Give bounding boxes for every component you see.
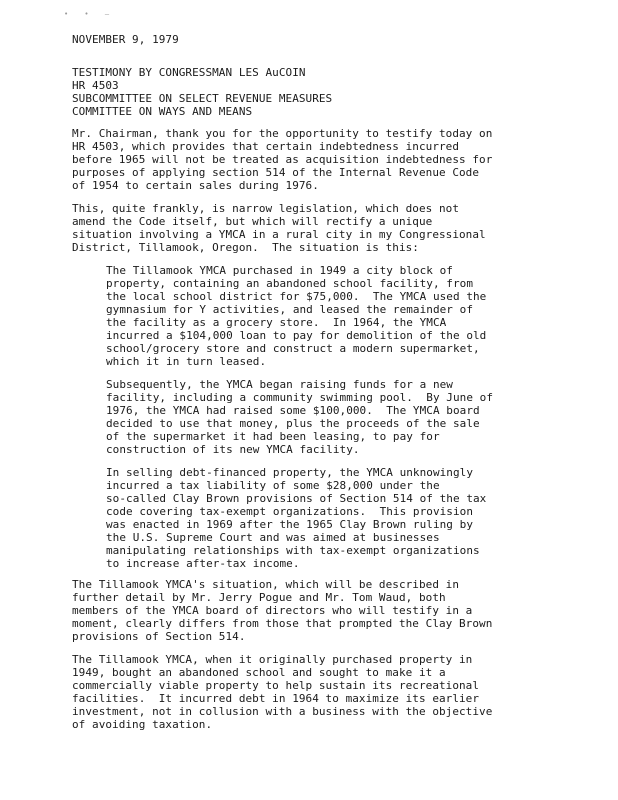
- paragraph-line: to increase after-tax income.: [106, 557, 300, 570]
- paragraph-line: Subsequently, the YMCA began raising funds for a new: [106, 378, 453, 391]
- paragraph-line: District, Tillamook, Oregon. The situation is this:: [72, 241, 419, 254]
- header-line: HR 4503: [72, 79, 119, 92]
- paragraph-line: 1949, bought an abandoned school and sought to make it a: [72, 666, 446, 679]
- paragraph-line: This, quite frankly, is narrow legislation, which does not: [72, 202, 460, 215]
- paragraph-line: purposes of applying section 514 of the Internal Revenue Code: [72, 166, 480, 179]
- paragraph-line: incurred a $104,000 loan to pay for demolition of the old: [106, 329, 487, 342]
- paragraph-line: In selling debt-financed property, the YMCA unknowingly: [106, 466, 473, 479]
- paragraph-line: situation involving a YMCA in a rural city in my Congressional: [72, 228, 486, 241]
- paragraph-line: the facility as a grocery store. In 1964, the YMCA: [106, 316, 447, 329]
- paragraph-line: amend the Code itself, but which will rectify a unique: [72, 215, 433, 228]
- paragraph-line: gymnasium for Y activities, and leased the remainder of: [106, 303, 473, 316]
- paragraph-line: decided to use that money, plus the proceeds of the sale: [106, 417, 480, 430]
- paragraph-line: facilities. It incurred debt in 1964 to maximize its earlier: [72, 692, 480, 705]
- paragraph-line: of 1954 to certain sales during 1976.: [72, 179, 319, 192]
- scan-marks: • • –: [64, 10, 116, 18]
- paragraph-line: The Tillamook YMCA purchased in 1949 a city block of: [106, 264, 453, 277]
- paragraph-line: moment, clearly differs from those that prompted the Clay Brown: [72, 617, 493, 630]
- paragraph-line: which it in turn leased.: [106, 355, 267, 368]
- paragraph-line: construction of its new YMCA facility.: [106, 443, 360, 456]
- paragraph-line: code covering tax-exempt organizations. This provision: [106, 505, 473, 518]
- paragraph-line: HR 4503, which provides that certain indebtedness incurred: [72, 140, 460, 153]
- paragraph-line: of the supermarket it had been leasing, to pay for: [106, 430, 440, 443]
- paragraph-line: so-called Clay Brown provisions of Section 514 of the tax: [106, 492, 487, 505]
- paragraph-line: the local school district for $75,000. The YMCA used the: [106, 290, 487, 303]
- paragraph-line: facility, including a community swimming pool. By June of: [106, 391, 494, 404]
- paragraph-line: commercially viable property to help sustain its recreational: [72, 679, 480, 692]
- paragraph-line: Mr. Chairman, thank you for the opportunity to testify today on: [72, 127, 493, 140]
- header-line: TESTIMONY BY CONGRESSMAN LES AuCOIN: [72, 66, 306, 79]
- header-line: SUBCOMMITTEE ON SELECT REVENUE MEASURES: [72, 92, 333, 105]
- document-date: NOVEMBER 9, 1979: [72, 33, 179, 46]
- paragraph-line: property, containing an abandoned school facility, from: [106, 277, 473, 290]
- paragraph-line: provisions of Section 514.: [72, 630, 246, 643]
- paragraph-line: The Tillamook YMCA, when it originally purchased property in: [72, 653, 473, 666]
- header-line: COMMITTEE ON WAYS AND MEANS: [72, 105, 253, 118]
- paragraph-line: investment, not in collusion with a business with the objective: [72, 705, 493, 718]
- paragraph-line: 1976, the YMCA had raised some $100,000. The YMCA board: [106, 404, 480, 417]
- paragraph-line: of avoiding taxation.: [72, 718, 213, 731]
- paragraph-line: manipulating relationships with tax-exempt organizations: [106, 544, 480, 557]
- paragraph-line: the U.S. Supreme Court and was aimed at businesses: [106, 531, 440, 544]
- paragraph-line: members of the YMCA board of directors who will testify in a: [72, 604, 473, 617]
- paragraph-line: was enacted in 1969 after the 1965 Clay Brown ruling by: [106, 518, 473, 531]
- paragraph-line: school/grocery store and construct a modern supermarket,: [106, 342, 480, 355]
- paragraph-line: The Tillamook YMCA's situation, which will be described in: [72, 578, 460, 591]
- paragraph-line: before 1965 will not be treated as acquisition indebtedness for: [72, 153, 493, 166]
- paragraph-line: incurred a tax liability of some $28,000 under the: [106, 479, 440, 492]
- paragraph-line: further detail by Mr. Jerry Pogue and Mr. Tom Waud, both: [72, 591, 446, 604]
